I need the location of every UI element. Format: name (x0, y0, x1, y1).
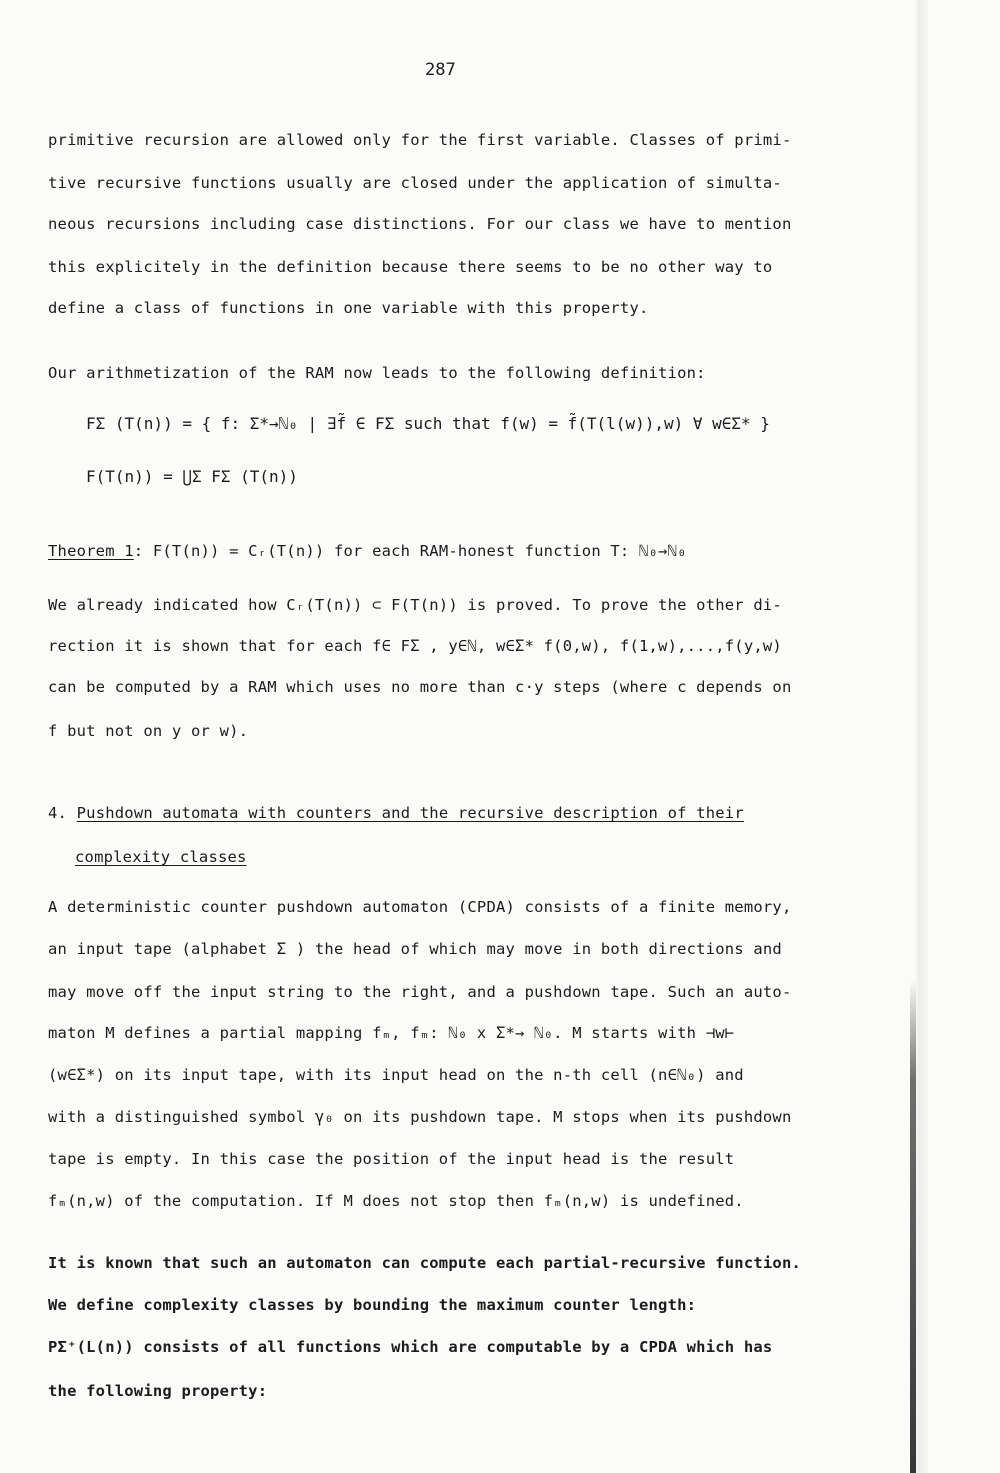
paragraph-line: tive recursive functions usually are closed under the application of simulta- (48, 174, 782, 192)
paragraph-line: the following property: (48, 1382, 268, 1400)
paragraph-line: an input tape (alphabet Σ ) the head of which may move in both directions and (48, 940, 782, 958)
paragraph-line: (w∈Σ*) on its input tape, with its input head on the n-th cell (n∈ℕ₀) and (48, 1066, 744, 1084)
theorem-statement: : F(T(n)) = Cᵣ(T(n)) for each RAM-honest function T: ℕ₀→ℕ₀ (133, 542, 687, 560)
paragraph-line: tape is empty. In this case the position of the input head is the result (48, 1150, 735, 1168)
paragraph-line: neous recursions including case distinctions. For our class we have to mention (48, 215, 792, 233)
section-title-continued: complexity classes (75, 848, 247, 866)
scan-edge-shadow (914, 0, 928, 1473)
paragraph-line: Our arithmetization of the RAM now leads to the following definition: (48, 364, 706, 382)
proof-line: We already indicated how Cᵣ(T(n)) ⊂ F(T(n)) is proved. To prove the other di- (48, 596, 782, 614)
paragraph-line: primitive recursion are allowed only for the first variable. Classes of primi- (48, 131, 792, 149)
section-heading (48, 804, 744, 822)
page-number: 287 (425, 60, 456, 80)
section-title: Pushdown automata with counters and the recursive description of their (76, 804, 744, 822)
paragraph-line: fₘ(n,w) of the computation. If M does not stop then fₘ(n,w) is undefined. (48, 1192, 744, 1210)
paragraph-line: this explicitely in the definition because there seems to be no other way to (48, 258, 773, 276)
paragraph-line: define a class of functions in one variable with this property. (48, 299, 649, 317)
proof-line: rection it is shown that for each f∈ FΣ , y∈ℕ, w∈Σ* f(0,w), f(1,w),...,f(y,w) (48, 637, 782, 655)
paragraph-line: PΣ⁺(L(n)) consists of all functions which are computable by a CPDA which has (48, 1338, 773, 1356)
scan-binding-bar (910, 980, 916, 1473)
proof-line: f but not on y or w). (48, 722, 249, 740)
theorem-heading (48, 542, 687, 560)
section-number: 4. (48, 804, 68, 822)
paragraph-line: We define complexity classes by bounding the maximum counter length: (48, 1296, 697, 1314)
theorem-label: Theorem 1 (48, 542, 134, 560)
definition-equation: FΣ (T(n)) = { f: Σ*→ℕ₀ | ∃f̃ ∈ FΣ such that f(w) = f̃(T(l(w)),w) ∀ w∈Σ* } (86, 414, 770, 433)
paragraph-line: maton M defines a partial mapping fₘ, fₘ: ℕ₀ x Σ*→ ℕ₀. M starts with ⊣w⊢ (48, 1024, 735, 1042)
paragraph-line: with a distinguished symbol γ₀ on its pushdown tape. M stops when its pushdown (48, 1108, 792, 1126)
paragraph-line: may move off the input string to the right, and a pushdown tape. Such an auto- (48, 983, 792, 1001)
paragraph-line: It is known that such an automaton can compute each partial-recursive function. (48, 1254, 802, 1272)
definition-union: F(T(n)) = ⋃Σ FΣ (T(n)) (86, 467, 298, 486)
proof-line: can be computed by a RAM which uses no more than c·y steps (where c depends on (48, 678, 792, 696)
paragraph-line: A deterministic counter pushdown automaton (CPDA) consists of a finite memory, (48, 898, 792, 916)
